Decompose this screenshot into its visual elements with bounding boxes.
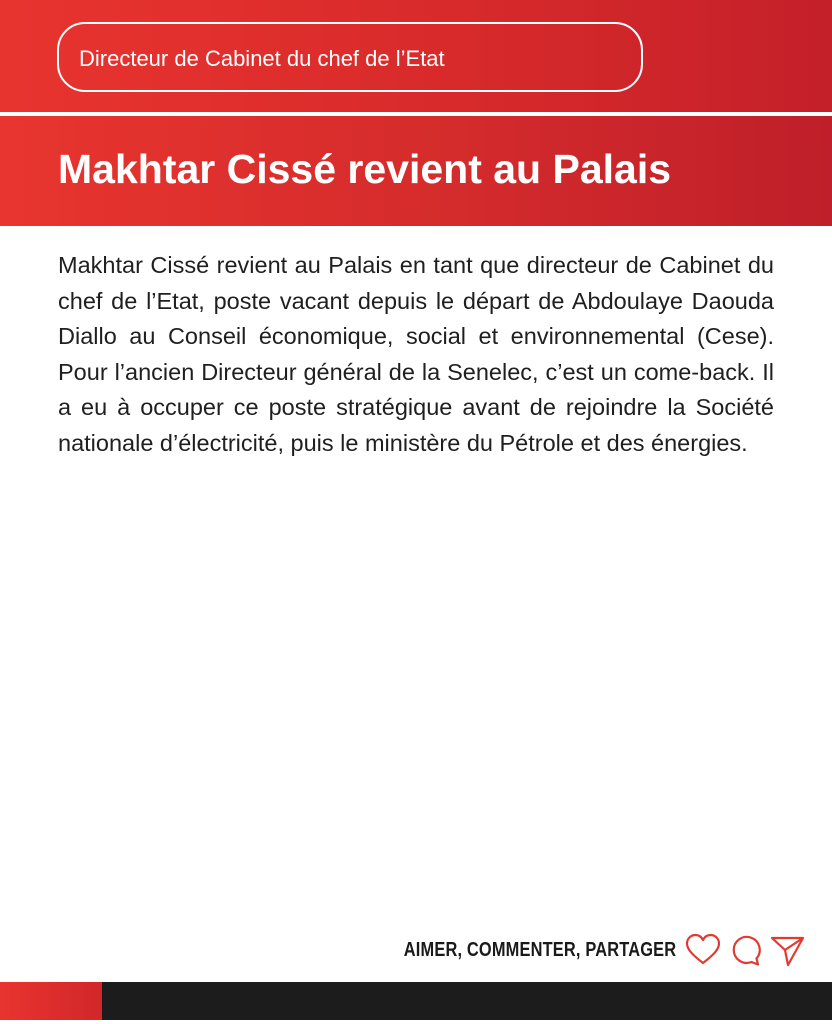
heart-icon[interactable] [684,932,722,968]
bottom-bar-dark [102,982,832,1020]
social-actions-label: AIMER, COMMENTER, PARTAGER [403,938,676,961]
share-icon[interactable] [768,932,806,968]
header-band [0,0,832,112]
article-body: Makhtar Cissé revient au Palais en tant que directeur de Cabinet du chef de l’Etat, poste vacant depuis le départ de Abdoulaye Daouda Diallo au Conseil économique, social et environnemental (Cese). Pour l’ancien Directeur général de la Senelec, c’est un come-back. Il a eu à occuper ce poste stratégique avant de rejoindre la Société nationale d’électricité, puis le ministère du Pétrole et des énergies. [58,252,774,456]
category-label: Directeur de Cabinet du chef de l’Etat [57,22,643,92]
bottom-bar-accent [0,982,102,1020]
comment-icon[interactable] [726,932,764,968]
bottom-bar [0,982,832,1020]
social-actions [344,932,806,968]
article-headline: Makhtar Cissé revient au Palais [58,146,672,192]
